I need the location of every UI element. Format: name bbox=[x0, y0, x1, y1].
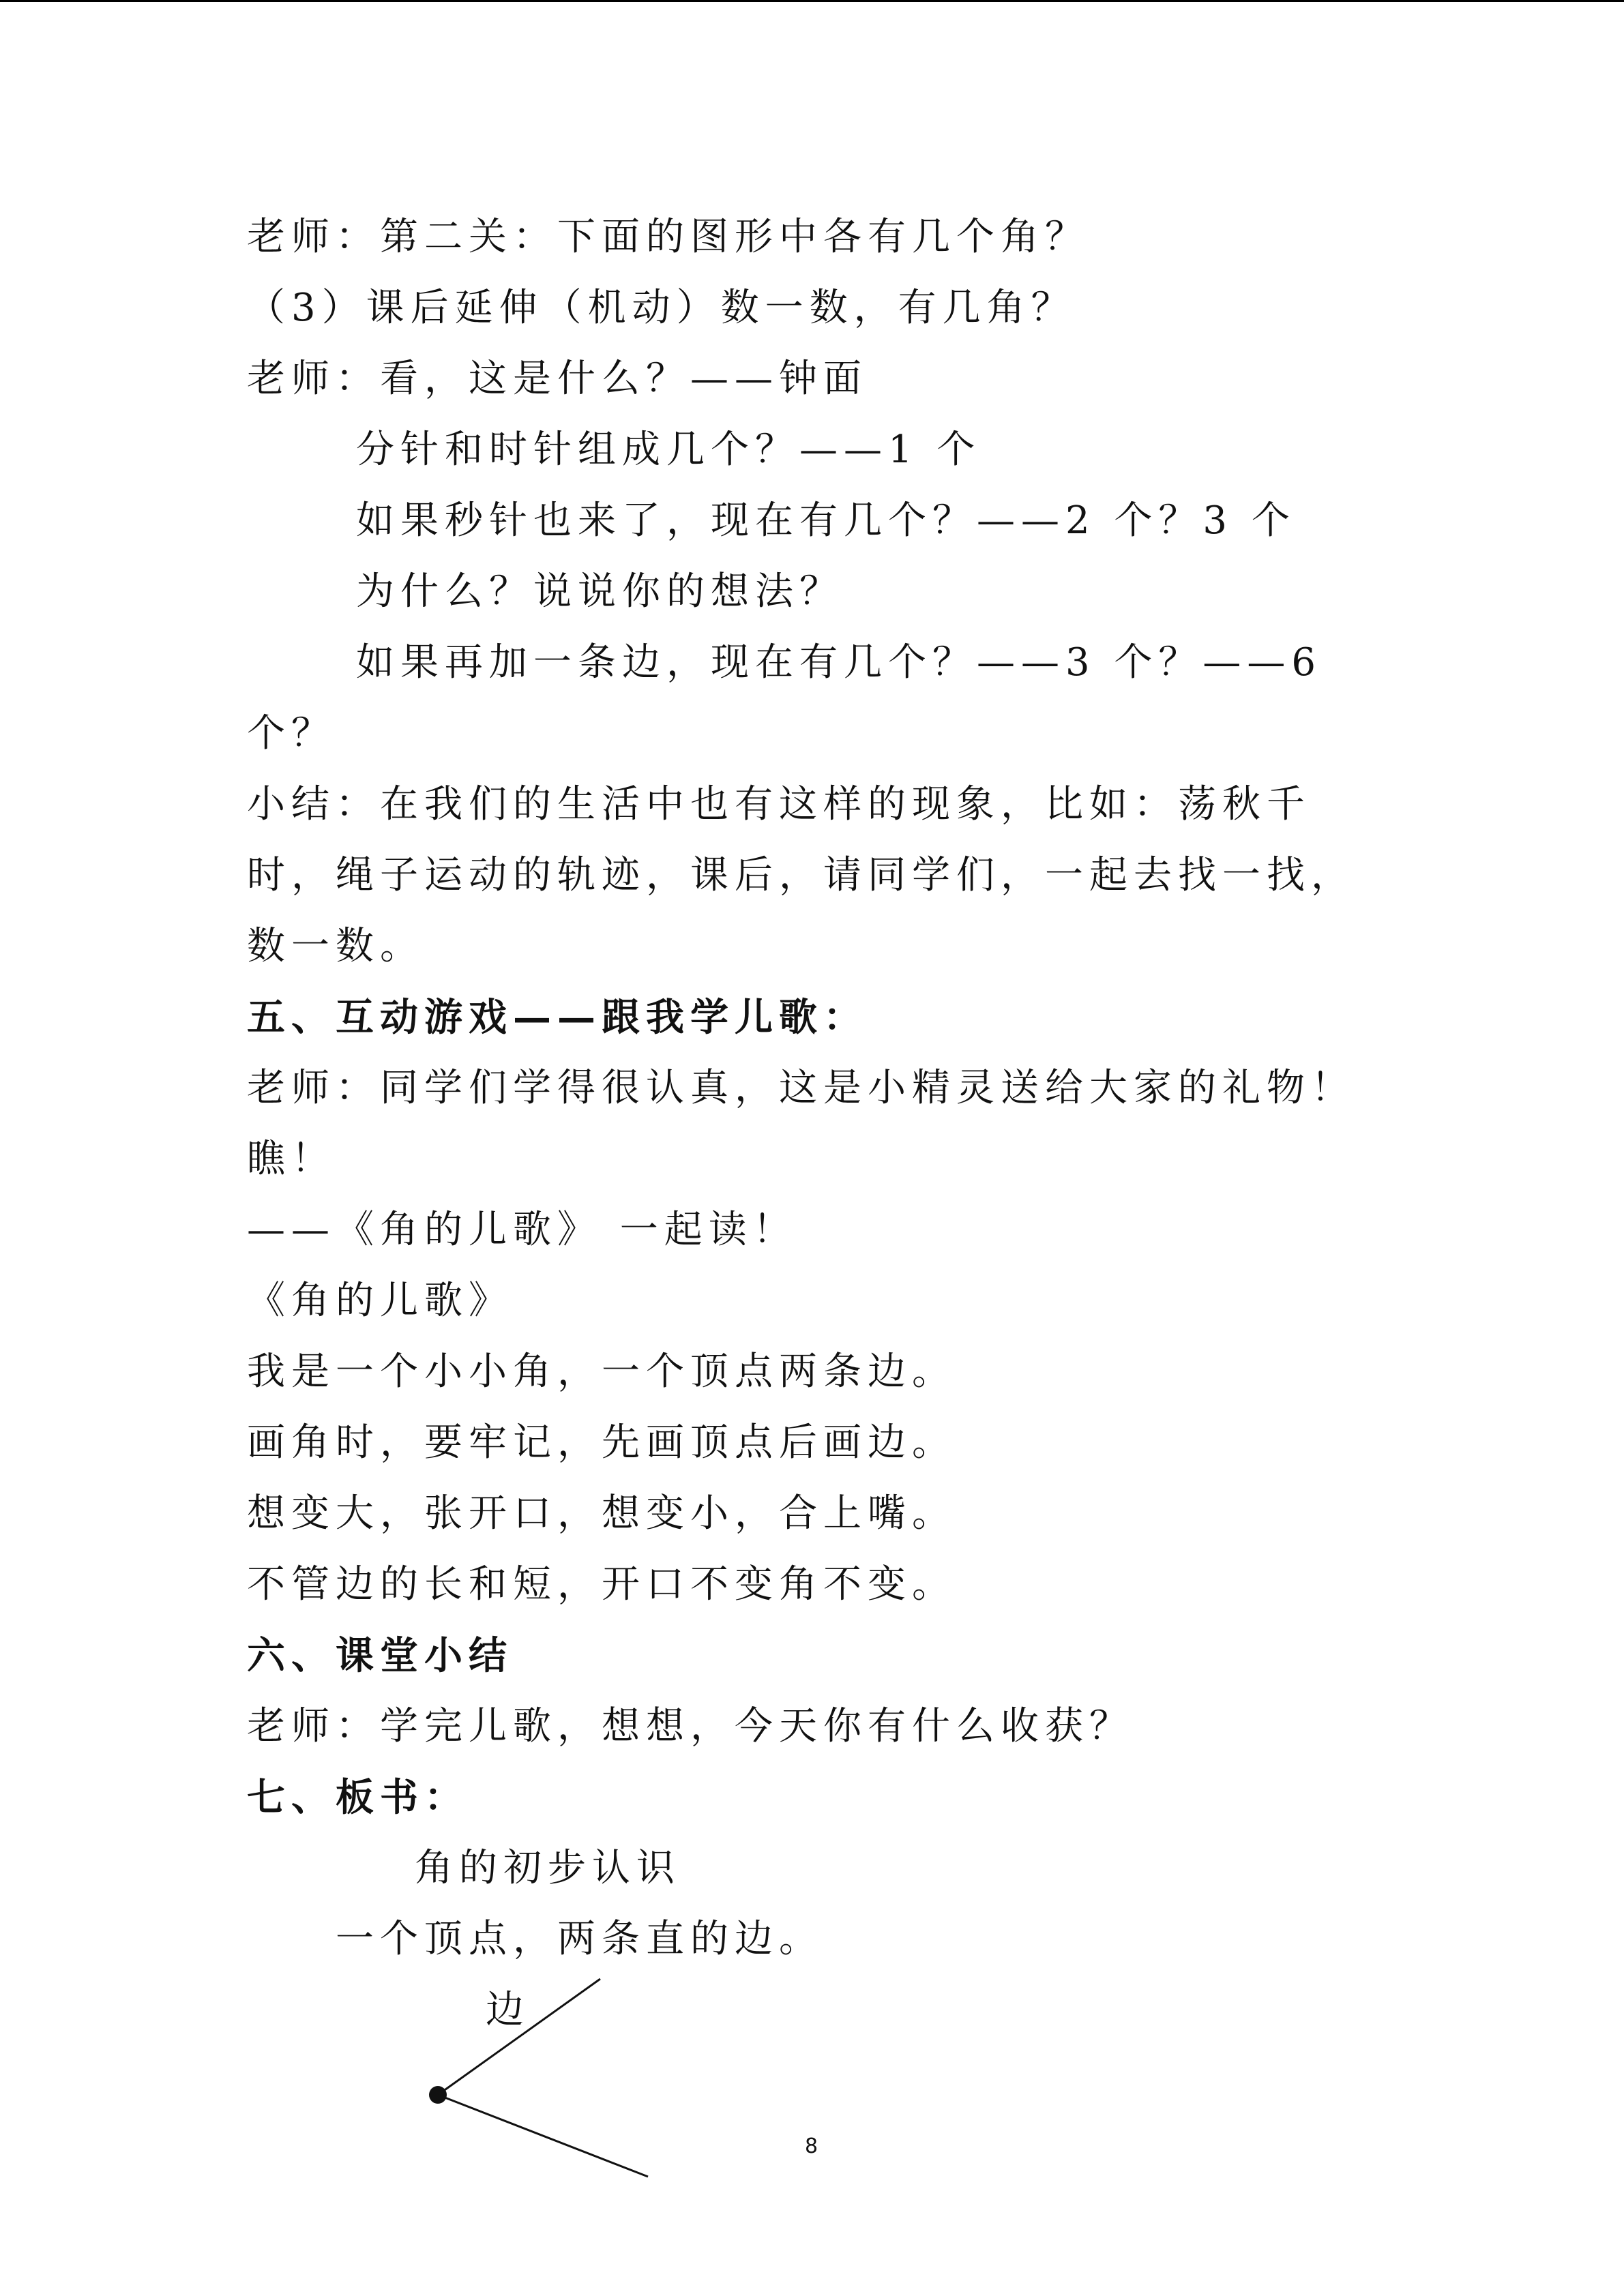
text-line: 如果秒针也来了，现在有几个？——2 个？3 个 bbox=[356, 498, 1296, 543]
song-line: 画角时，要牢记，先画顶点后画边。 bbox=[247, 1420, 956, 1465]
text-line: 瞧！ bbox=[247, 1137, 336, 1181]
text-line: 老师：第二关：下面的图形中各有几个角？ bbox=[247, 215, 1089, 259]
text-line: 分针和时针组成几个？——1 个 bbox=[356, 428, 981, 472]
angle-vertex bbox=[429, 2086, 447, 2104]
page-number: 8 bbox=[805, 2134, 818, 2158]
text-line: 老师：学完儿歌，想想，今天你有什么收获？ bbox=[247, 1704, 1134, 1748]
text-line: 数一数。 bbox=[247, 924, 424, 968]
text-line: 如果再加一条边，现在有几个？——3 个？——6 bbox=[356, 640, 1323, 685]
page-top-border bbox=[0, 0, 1624, 2]
text-line: 老师：同学们学得很认真，这是小精灵送给大家的礼物！ bbox=[247, 1066, 1355, 1110]
song-line: 想变大，张开口，想变小，合上嘴。 bbox=[247, 1491, 956, 1536]
text-line: （3）课后延伸（机动）数一数，有几角？ bbox=[247, 286, 1076, 330]
text-line: 个？ bbox=[247, 711, 336, 756]
text-line: ——《角的儿歌》 一起读！ bbox=[247, 1208, 797, 1252]
song-title: 《角的儿歌》 bbox=[247, 1279, 513, 1323]
section-heading: 六、课堂小结 bbox=[247, 1633, 513, 1678]
song-line: 不管边的长和短，开口不变角不变。 bbox=[247, 1562, 956, 1607]
board-text: 一个顶点，两条直的边。 bbox=[336, 1917, 823, 1961]
section-heading: 七、板书： bbox=[247, 1775, 469, 1820]
board-title: 角的初步认识 bbox=[415, 1846, 681, 1890]
song-line: 我是一个小小角，一个顶点两条边。 bbox=[247, 1350, 956, 1394]
angle-edge-lower bbox=[438, 2095, 648, 2177]
text-line: 为什么？说说你的想法？ bbox=[356, 569, 844, 614]
text-line: 小结：在我们的生活中也有这样的现象，比如：荡秋千 bbox=[247, 782, 1311, 826]
angle-edge-upper bbox=[438, 1979, 600, 2095]
text-line: 老师：看，这是什么？——钟面 bbox=[247, 357, 868, 401]
angle-diagram bbox=[409, 1964, 682, 2182]
angle-edge-label: 边 bbox=[486, 1988, 524, 2032]
section-heading: 五、互动游戏——跟我学儿歌： bbox=[247, 995, 868, 1040]
text-line: 时，绳子运动的轨迹，课后，请同学们，一起去找一找， bbox=[247, 853, 1355, 897]
